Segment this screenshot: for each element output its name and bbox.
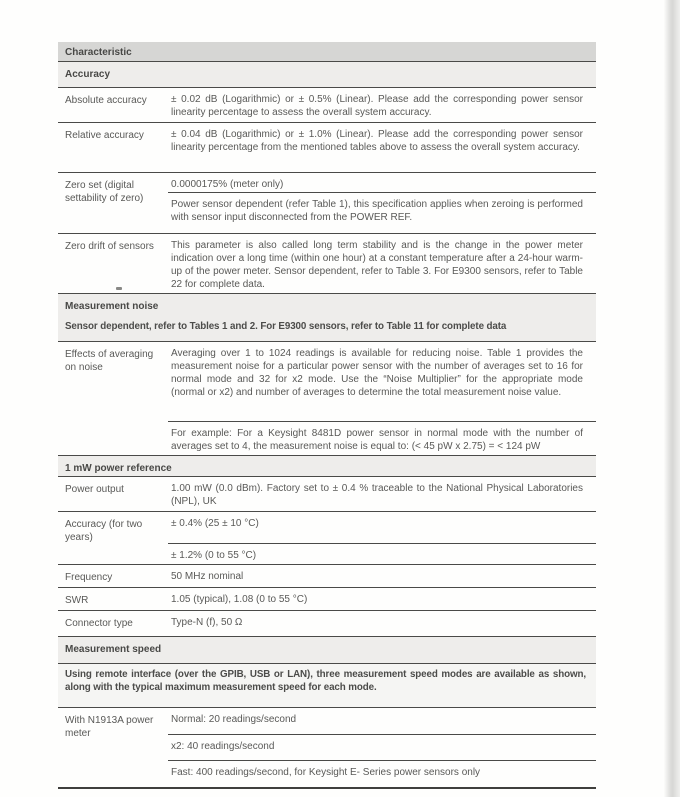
value-cell: ± 1.2% (0 to 55 °C) xyxy=(168,543,596,564)
value-cell: 50 MHz nominal xyxy=(171,571,244,582)
row-values xyxy=(168,565,596,587)
spec-row xyxy=(58,88,596,123)
section-header-row: Measurement noise xyxy=(58,294,596,316)
row-label: With N1913A power meter xyxy=(65,715,154,739)
spec-row xyxy=(58,173,596,234)
value-cell: 1.00 mW (0.0 dBm). Factory set to ± 0.4 % traceable to the National Physical Laboratories (NPL), UK xyxy=(171,483,583,507)
spec-row xyxy=(58,565,596,588)
row-label: Accuracy (for two years) xyxy=(65,519,143,543)
value-cell: ± 0.4% (25 ± 10 °C) xyxy=(171,518,259,529)
section-header-row: Measurement speed xyxy=(58,637,596,664)
spec-row xyxy=(58,234,596,294)
page-edge-shadow xyxy=(664,0,680,797)
row-label: Absolute accuracy xyxy=(65,95,147,106)
value-cell: x2: 40 readings/second xyxy=(168,734,596,760)
row-values xyxy=(168,88,596,122)
value-cell: ± 0.04 dB (Logarithmic) or ± 1.0% (Linear). Please add the corresponding power sensor linearity percentage from the mentioned tables above to assess the overall system accuracy. xyxy=(171,129,583,153)
row-values xyxy=(168,611,596,636)
value-cell: For example: For a Keysight 8481D power sensor in normal mode with the number of averages set to 4, the measurement noise is equal to: (< 45 pW x 2.75) = < 124 pW xyxy=(168,421,596,455)
spec-row xyxy=(58,477,596,512)
row-values xyxy=(168,123,596,172)
spec-row xyxy=(58,123,596,173)
row-label: Frequency xyxy=(65,572,113,583)
row-values xyxy=(168,708,596,787)
section-header-row: Accuracy xyxy=(58,62,596,88)
note-row: Sensor dependent, refer to Tables 1 and 2. For E9300 sensors, refer to Table 11 for complete data xyxy=(58,316,596,342)
spec-row xyxy=(58,611,596,637)
value-cell: Fast: 400 readings/second, for Keysight E- Series power sensors only xyxy=(168,760,596,787)
spec-row xyxy=(58,708,596,789)
value-cell: This parameter is also called long term stability and is the change in the power meter indication over a long time (within one hour) at a constant temperature after a 24-hour warm-up of the power meter. Sensor dependent, refer to Table 3. For E9300 sensors, refer to Table 22 for complete data. xyxy=(171,240,583,290)
value-cell: 0.0000175% (meter only) xyxy=(171,179,284,190)
row-label: Effects of averaging on noise xyxy=(65,349,154,373)
value-cell: Averaging over 1 to 1024 readings is available for reducing noise. Table 1 provides the measurement noise for a particular power sensor with the number of averages set to 16 for normal mode and 32 for x2 mode. Use the “Noise Multiplier” for the appropriate mode (normal or x2) and number of averages to determine the total measurement noise value. xyxy=(171,348,583,398)
row-values xyxy=(168,173,596,233)
column-header-row: Characteristic xyxy=(58,42,596,62)
row-label: Zero set (digital settability of zero) xyxy=(65,180,144,204)
note-row: Using remote interface (over the GPIB, USB or LAN), three measurement speed modes are available as shown, along with the typical maximum measurement speed for each mode. xyxy=(58,664,596,708)
value-cell: 1.05 (typical), 1.08 (0 to 55 °C) xyxy=(171,594,308,605)
value-cell: Normal: 20 readings/second xyxy=(171,714,297,725)
value-cell: ± 0.02 dB (Logarithmic) or ± 0.5% (Linear). Please add the corresponding power sensor linearity percentage to assess the overall system accuracy. xyxy=(171,94,583,118)
scan-artifact xyxy=(116,287,122,290)
value-cell: Type-N (f), 50 Ω xyxy=(171,617,243,628)
row-values xyxy=(168,234,596,293)
row-label: Connector type xyxy=(65,618,133,629)
row-label: Relative accuracy xyxy=(65,130,144,141)
row-values xyxy=(168,477,596,511)
specification-table xyxy=(58,42,596,789)
value-cell: Power sensor dependent (refer Table 1), this specification applies when zeroing is performed with sensor input disconnected from the POWER REF. xyxy=(168,192,596,233)
spec-row xyxy=(58,342,596,456)
row-values xyxy=(168,342,596,455)
row-label: SWR xyxy=(65,595,89,606)
row-label: Zero drift of sensors xyxy=(65,241,154,252)
spec-row xyxy=(58,588,596,611)
section-header-row: 1 mW power reference xyxy=(58,456,596,477)
row-values xyxy=(168,512,596,564)
spec-row xyxy=(58,512,596,565)
row-values xyxy=(168,588,596,610)
row-label: Power output xyxy=(65,484,124,495)
